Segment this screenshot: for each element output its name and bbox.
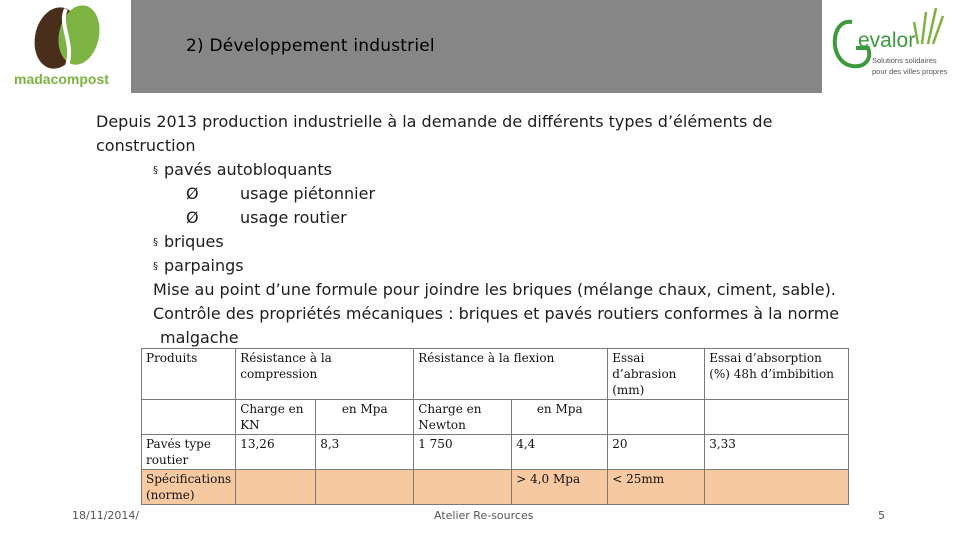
subheader-mpa: en Mpa — [512, 400, 608, 435]
square-bullet-icon: § — [153, 237, 158, 248]
table-row-specifications — [142, 470, 849, 505]
cell-produit: Spécifications (norme) — [142, 470, 236, 505]
footer-date: 18/11/2014/ — [72, 509, 140, 522]
gevalor-logo — [822, 0, 960, 93]
header-abrasion: Essai d’abrasion (mm) — [608, 349, 705, 400]
header-compression: Résistance à la compression — [236, 349, 414, 400]
cell-charge-newton: 1 750 — [414, 435, 512, 470]
logo-right-tagline-1: Solutions solidaires — [872, 56, 937, 65]
square-bullet-icon: § — [153, 165, 158, 176]
cell-mpa: 4,4 — [512, 435, 608, 470]
header-band — [0, 0, 960, 93]
cell-abrasion: < 25mm — [608, 470, 705, 505]
intro-line-2: construction — [96, 136, 196, 155]
coffee-bean-icon — [0, 0, 131, 93]
sub-list-item-label: usage routier — [240, 208, 347, 227]
cell-mpa: 8,3 — [316, 435, 414, 470]
header-flexion: Résistance à la flexion — [414, 349, 608, 400]
cell-charge-kn: 13,26 — [236, 435, 316, 470]
table-row — [142, 435, 849, 470]
list-item-label: briques — [164, 232, 224, 251]
footer-center: Atelier Re-sources — [434, 509, 534, 522]
square-bullet-icon: § — [153, 261, 158, 272]
page-number: 5 — [878, 509, 885, 522]
list-item-label: pavés autobloquants — [164, 160, 332, 179]
cell-produit: Pavés type routier — [142, 435, 236, 470]
logo-right-text: evalor — [858, 29, 916, 52]
arrow-bullet-icon: Ø — [186, 184, 199, 203]
paragraph-controle: Contrôle des propriétés mécaniques : briques et pavés routiers conformes à la norme — [153, 304, 840, 323]
subheader-charge-kn: Charge en KN — [236, 400, 316, 435]
subheader-mpa: en Mpa — [316, 400, 414, 435]
madacompost-logo — [0, 0, 131, 93]
list-item-label: parpaings — [164, 256, 244, 275]
sub-list-item-label: usage piétonnier — [240, 184, 376, 203]
grass-icon — [914, 8, 943, 44]
page-title: 2) Développement industriel — [186, 36, 435, 56]
paragraph-formula: Mise au point d’une formule pour joindre les briques (mélange chaux, ciment, sable). — [153, 280, 836, 299]
header-absorption: Essai d’absorption (%) 48h d’imbibition — [705, 349, 849, 400]
header-produits: Produits — [142, 349, 236, 400]
cell-abrasion: 20 — [608, 435, 705, 470]
logo-right-tagline-2: pour des villes propres — [872, 67, 948, 76]
logo-left-text: madacompost — [14, 71, 109, 87]
cell-absorption: 3,33 — [705, 435, 849, 470]
list-item — [153, 160, 332, 183]
arrow-bullet-icon: Ø — [186, 208, 199, 227]
table-header-row — [142, 349, 849, 400]
properties-table — [141, 348, 849, 505]
sub-list-item — [186, 208, 347, 228]
paragraph-controle-cont: malgache — [160, 328, 239, 347]
subheader-charge-newton: Charge en Newton — [414, 400, 512, 435]
intro-line-1: Depuis 2013 production industrielle à la demande de différents types d’éléments de — [96, 112, 773, 131]
table-subheader-row — [142, 400, 849, 435]
sub-list-item — [186, 184, 376, 204]
list-item — [153, 232, 224, 255]
cell-mpa: > 4,0 Mpa — [512, 470, 608, 505]
list-item — [153, 256, 244, 279]
